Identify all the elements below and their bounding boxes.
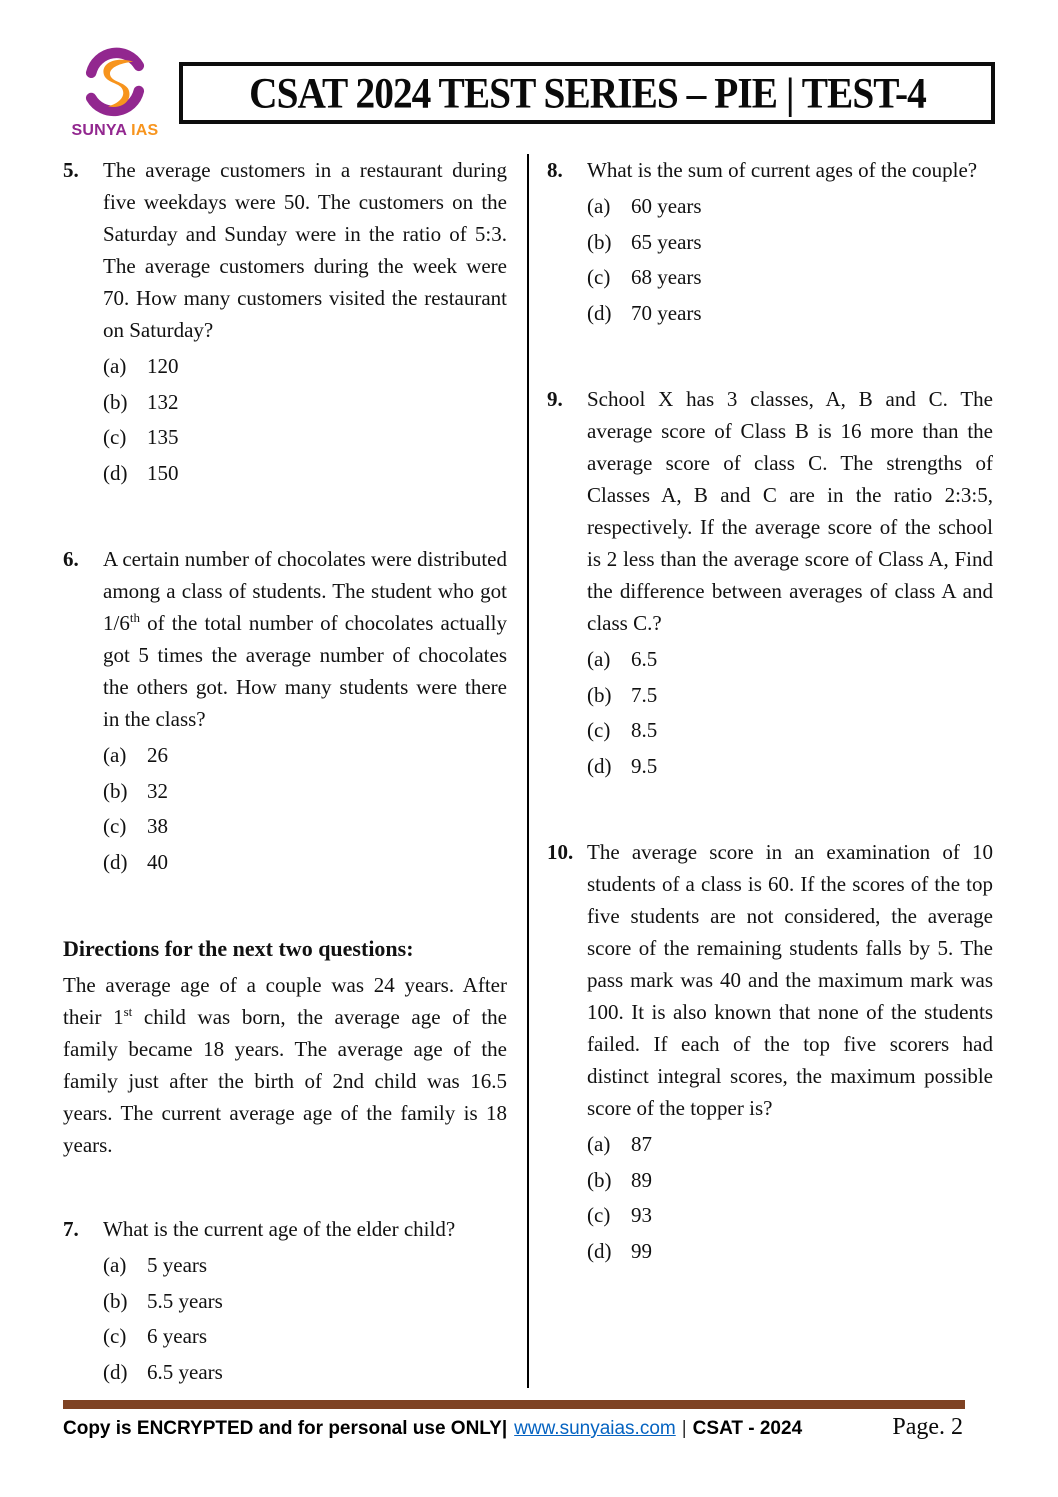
brand-name xyxy=(72,122,159,140)
option-row xyxy=(103,1248,507,1284)
option-value: 5 years xyxy=(147,1253,208,1277)
option-value: 120 xyxy=(147,354,179,378)
option-row xyxy=(587,296,993,332)
option-row xyxy=(103,349,507,385)
option-row xyxy=(587,225,993,261)
option-row xyxy=(587,1198,993,1234)
document-title: CSAT 2024 TEST SERIES – PIE | TEST-4 xyxy=(248,68,926,118)
question-8-body xyxy=(587,154,993,331)
option-label: (d) xyxy=(103,1359,128,1384)
question-7 xyxy=(63,1213,507,1390)
question-7-number: 7. xyxy=(63,1217,79,1241)
option-label: (d) xyxy=(587,753,612,778)
option-row xyxy=(587,678,993,714)
option-row xyxy=(103,809,507,845)
question-9-text: School X has 3 classes, A, B and C. The average score of Class B is 16 more than the average score of class C. The strengths of Classes A, B and C are in the ratio 2:3:5, respectively. If the average score of the school is 2 less than the average score of Class A, Find the difference between averages of class A and class C.? xyxy=(587,387,993,635)
option-value: 5.5 years xyxy=(147,1288,223,1313)
option-row xyxy=(103,845,507,881)
directions-heading: Directions for the next two questions: xyxy=(63,936,414,961)
option-value: 26 xyxy=(147,743,168,767)
left-column xyxy=(63,154,529,1388)
footer-separator: | xyxy=(681,1418,687,1439)
option-value: 6 years xyxy=(147,1324,208,1348)
question-5-text: The average customers in a restaurant during five weekdays were 50. The customers on the Saturday and Sunday were in the ratio of 5:3. The average customers during the week were 70. How many customers visited the restaurant on Saturday? xyxy=(103,158,507,342)
question-5 xyxy=(63,154,507,491)
question-6 xyxy=(63,543,507,880)
ordinal-superscript: st xyxy=(123,1004,133,1019)
question-7-options xyxy=(103,1248,507,1390)
option-value: 65 years xyxy=(631,229,702,254)
option-value: 150 xyxy=(147,460,179,485)
question-9 xyxy=(547,383,993,784)
option-value: 32 xyxy=(147,778,168,803)
option-value: 70 years xyxy=(631,300,702,325)
option-value: 6.5 years xyxy=(147,1359,223,1384)
option-value: 8.5 xyxy=(631,718,658,742)
option-row xyxy=(103,1284,507,1320)
page-header xyxy=(63,42,995,144)
option-label: (b) xyxy=(587,682,612,707)
option-label: (d) xyxy=(103,849,128,874)
option-row xyxy=(103,420,507,456)
option-value: 6.5 xyxy=(631,647,658,671)
option-value: 7.5 xyxy=(631,682,658,707)
option-row xyxy=(103,1319,507,1355)
question-9-body xyxy=(587,383,993,784)
brand-name-secondary: IAS xyxy=(131,121,159,139)
option-label: (a) xyxy=(587,1132,611,1156)
option-label: (b) xyxy=(587,229,612,254)
brand-name-primary: SUNYA xyxy=(71,121,127,139)
option-row xyxy=(103,1355,507,1391)
question-6-number: 6. xyxy=(63,547,79,571)
question-7-body xyxy=(103,1213,507,1390)
option-label: (b) xyxy=(103,389,128,414)
directions-text-part2: child was born, the average age of the family became 18 years. The average age of the family just after the birth of 2nd child was 16.5 years. The current average age of the family is 18 years. xyxy=(63,1005,507,1157)
option-row xyxy=(103,774,507,810)
option-label: (c) xyxy=(587,265,611,289)
question-8 xyxy=(547,154,993,331)
question-6-text-part2: of the total number of chocolates actually got 5 times the average number of chocolates the others got. How many students were there in the class? xyxy=(103,611,507,731)
directions-text xyxy=(63,969,507,1161)
option-value: 89 xyxy=(631,1167,652,1192)
option-label: (c) xyxy=(103,814,127,838)
page-footer xyxy=(63,1400,995,1441)
option-label: (d) xyxy=(587,300,612,325)
footer-divider-bar xyxy=(63,1400,965,1409)
option-label: (c) xyxy=(587,718,611,742)
question-6-text-part1: A certain number of chocolates were distributed among a class of students. The student who got 1/6 xyxy=(103,547,507,635)
title-box xyxy=(179,62,995,124)
question-6-text xyxy=(103,543,507,735)
question-9-options xyxy=(587,642,993,784)
encryption-notice: Copy is ENCRYPTED and for personal use ONLY| xyxy=(63,1418,508,1439)
option-row xyxy=(103,385,507,421)
page-number: Page. 2 xyxy=(892,1414,963,1440)
option-label: (d) xyxy=(587,1238,612,1263)
option-row xyxy=(587,189,993,225)
option-value: 68 years xyxy=(631,265,702,289)
option-value: 135 xyxy=(147,425,179,449)
option-value: 40 xyxy=(147,849,168,874)
question-8-options xyxy=(587,189,993,331)
question-8-number: 8. xyxy=(547,158,563,182)
option-label: (b) xyxy=(103,1288,128,1313)
question-6-body xyxy=(103,543,507,880)
question-5-number: 5. xyxy=(63,158,79,182)
option-label: (a) xyxy=(103,354,127,378)
option-label: (b) xyxy=(587,1167,612,1192)
question-9-number: 9. xyxy=(547,387,563,411)
option-label: (a) xyxy=(103,1253,127,1277)
option-value: 99 xyxy=(631,1238,652,1263)
option-row xyxy=(587,642,993,678)
option-label: (a) xyxy=(103,743,127,767)
option-label: (b) xyxy=(103,778,128,803)
option-label: (c) xyxy=(587,1203,611,1227)
option-row xyxy=(587,1234,993,1270)
option-row xyxy=(587,1163,993,1199)
question-8-text: What is the sum of current ages of the couple? xyxy=(587,158,978,182)
footer-row xyxy=(63,1414,995,1441)
ordinal-superscript: th xyxy=(129,610,140,625)
directions-block xyxy=(63,932,507,1161)
footer-notice-group xyxy=(63,1418,802,1440)
question-10-body xyxy=(587,836,993,1269)
question-6-options xyxy=(103,738,507,880)
question-10-number: 10. xyxy=(547,840,574,864)
edition-label: CSAT - 2024 xyxy=(692,1418,803,1439)
question-10-text: The average score in an examination of 10 students of a class is 60. If the scores of the top five students are not considered, the average score of the remaining students falls by 5. The pass mark was 40 and the maximum mark was 100. It is also known that none of the students failed. If each of the top five scorers had distinct integral scores, the maximum possible score of the topper is? xyxy=(587,840,993,1120)
option-value: 132 xyxy=(147,389,179,414)
option-label: (c) xyxy=(103,1324,127,1348)
question-5-body xyxy=(103,154,507,491)
option-row xyxy=(103,456,507,492)
question-7-text: What is the current age of the elder child? xyxy=(103,1217,456,1241)
right-column xyxy=(529,154,993,1388)
option-value: 93 xyxy=(631,1203,652,1227)
brand-logo xyxy=(63,47,167,140)
question-5-options xyxy=(103,349,507,491)
directions-text-part1: The average age of a couple was 24 years. After their 1 xyxy=(63,973,507,1029)
option-row xyxy=(587,713,993,749)
option-row xyxy=(103,738,507,774)
question-columns xyxy=(63,154,995,1388)
website-link[interactable]: www.sunyaias.com xyxy=(514,1418,676,1439)
option-label: (a) xyxy=(587,194,611,218)
option-value: 60 years xyxy=(631,194,702,218)
option-row xyxy=(587,749,993,785)
option-label: (c) xyxy=(103,425,127,449)
option-value: 9.5 xyxy=(631,753,658,778)
option-row xyxy=(587,1127,993,1163)
option-label: (d) xyxy=(103,460,128,485)
option-value: 38 xyxy=(147,814,168,838)
option-row xyxy=(587,260,993,296)
sunya-swirl-logo-icon xyxy=(80,47,150,121)
question-10 xyxy=(547,836,993,1269)
option-value: 87 xyxy=(631,1132,652,1156)
question-10-options xyxy=(587,1127,993,1269)
option-label: (a) xyxy=(587,647,611,671)
